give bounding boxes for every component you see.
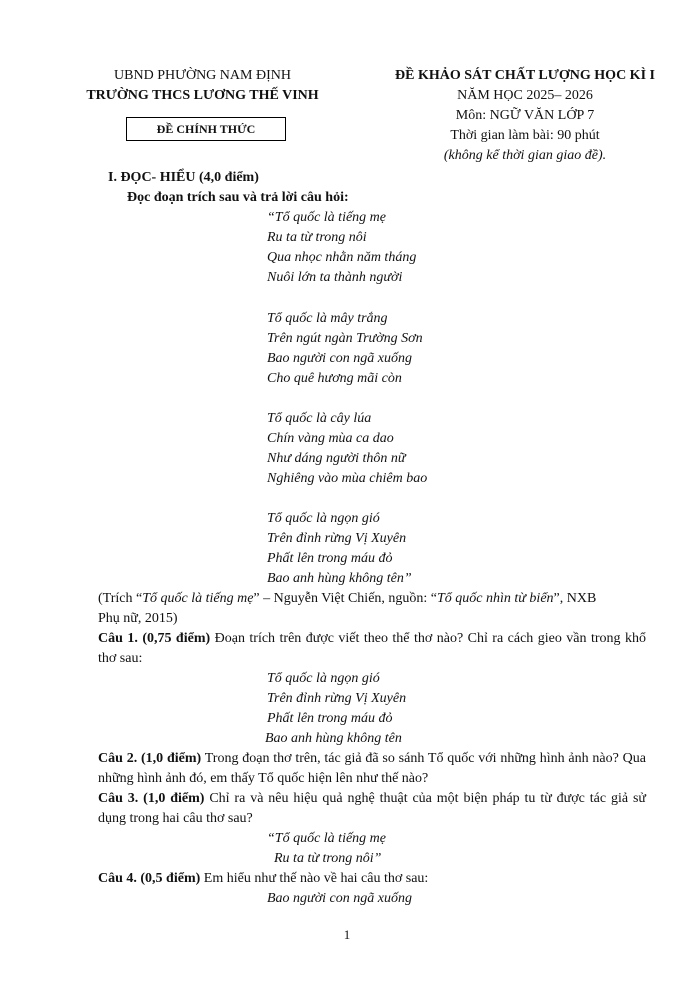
poem-line: Phất lên trong máu đỏ [267,551,393,566]
poem-line: Ru ta từ trong nôi [267,230,367,245]
school-year: NĂM HỌC 2025– 2026 [457,88,593,103]
question-text: Em hiểu như thế nào về hai câu thơ sau: [200,871,429,886]
question-text: Trong đoạn thơ trên, tác giả đã so sánh Tổ quốc với những hình ảnh nào? Qua những hình ảnh đó, em thấy Tổ quốc hiện lên như thế nào? [98,751,646,786]
quote-line: Bao người con ngã xuống [267,891,412,906]
reading-instruction: Đọc đoạn trích sau và trả lời câu hỏi: [127,190,349,205]
poem-line: “Tổ quốc là tiếng mẹ [267,210,386,225]
time-note: (không kể thời gian giao đề). [443,148,607,163]
quote-line: Phất lên trong máu đỏ [267,711,393,726]
poem-line: Nuôi lớn ta thành người [267,270,403,285]
quote-line: “Tổ quốc là tiếng mẹ [267,831,386,846]
subject: Môn: NGỮ VĂN LỚP 7 [455,108,595,123]
authority-name: UBND PHƯỜNG NAM ĐỊNH [114,68,291,83]
poem-line: Trên đỉnh rừng Vị Xuyên [267,531,407,546]
question-label: Câu 4. (0,5 điểm) [98,871,201,886]
question-text: Đoạn trích trên được viết theo thể thơ nào? Chỉ ra cách gieo vần trong khổ thơ sau: [98,631,646,666]
quote-line: Trên đỉnh rừng Vị Xuyên [267,691,407,706]
time-allowed: Thời gian làm bài: 90 phút [450,128,600,143]
official-label: ĐỀ CHÍNH THỨC [126,117,286,141]
question-label: Câu 3. (1,0 điểm) [98,791,205,806]
poem-line: Trên ngút ngàn Trường Sơn [267,331,423,346]
poem-line: Tổ quốc là mây trắng [267,311,388,326]
question-label: Câu 1. (0,75 điểm) [98,631,211,646]
poem-line: Bao anh hùng không tên” [267,571,412,586]
source-citation-publisher: Phụ nữ, 2015) [98,611,178,626]
exam-title: ĐỀ KHẢO SÁT CHẤT LƯỢNG HỌC KÌ I [395,68,655,83]
quote-line: Ru ta từ trong nôi” [274,851,382,866]
poem-line: Nghiêng vào mùa chiêm bao [267,471,428,486]
citation-text: ”, NXB [553,591,597,606]
poem-line: Tổ quốc là ngọn gió [267,511,380,526]
citation-text: (Trích “ [98,591,143,606]
question-label: Câu 2. (1,0 điểm) [98,751,202,766]
school-name: TRƯỜNG THCS LƯƠNG THẾ VINH [86,88,319,103]
section-heading: I. ĐỌC- HIỂU (4,0 điểm) [108,170,259,185]
question-1 [98,629,646,669]
question-text: Chỉ ra và nêu hiệu quả nghệ thuật của một biện pháp tu từ được tác giả sử dụng trong hai câu thơ sau? [98,791,646,826]
page-number: 1 [343,927,351,942]
citation-book-title: Tổ quốc nhìn từ biển [437,591,554,606]
citation-text: ” – Nguyễn Việt Chiến, nguồn: “ [253,591,438,606]
quote-line: Bao anh hùng không tên [265,731,402,746]
poem-line: Tổ quốc là cây lúa [267,411,372,426]
question-2 [98,749,646,789]
poem-line: Như dáng người thôn nữ [267,451,406,466]
question-4 [98,869,646,889]
question-3 [98,789,646,829]
source-citation [98,589,596,609]
poem-line: Chín vàng mùa ca dao [267,431,394,446]
poem-line: Bao người con ngã xuống [267,351,412,366]
quote-line: Tổ quốc là ngọn gió [267,671,380,686]
poem-line: Qua nhọc nhằn năm tháng [267,250,417,265]
poem-line: Cho quê hương mãi còn [267,371,402,386]
citation-poem-title: Tổ quốc là tiếng mẹ [142,591,254,606]
